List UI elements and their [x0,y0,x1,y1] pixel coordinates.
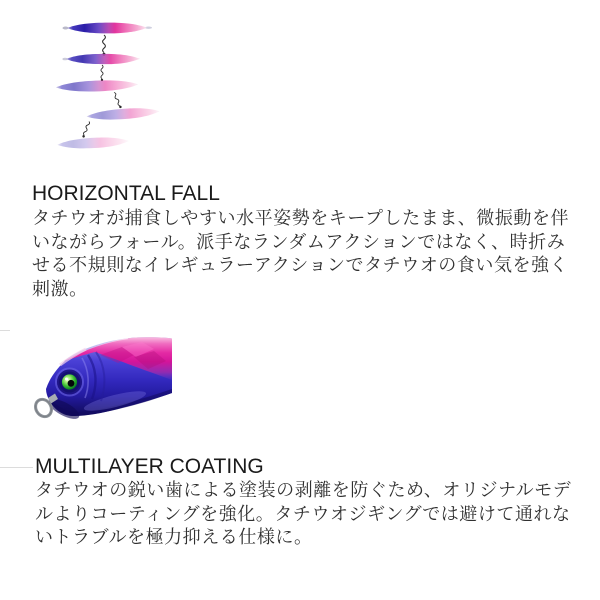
body-text-line: いトラブルを極力抑える仕様に。 [35,527,313,547]
falling-jig-sequence-diagram [0,0,250,170]
divider-fragment [0,467,33,468]
jig-eye [56,369,83,396]
divider-fragment [0,330,10,331]
body-text-line: タチウオが捕食しやすい水平姿勢をキープしたまま、微振動を伴 [32,208,570,228]
section-body-horizontal-fall [32,207,569,301]
jig-silhouette-2 [62,54,140,64]
fall-squiggle-1 [103,35,106,56]
body-text-line: いながらフォール。派手なランダムアクションではなく、時折み [32,231,566,252]
fall-squiggle-2 [101,65,103,81]
body-text-line: タチウオの鋭い歯による塗装の剥離を防ぐため、オリジナルモデ [35,480,572,500]
section-heading-horizontal-fall: HORIZONTAL FALL [32,182,220,205]
jig-head-close-up-photo [30,325,180,435]
body-text-line: せる不規則なイレギュラーアクションでタチウオの食い気を強く [32,255,569,275]
body-text-line: ルよりコーティングを強化。タチウオジギングでは避けて通れな [35,503,571,524]
jig-silhouette-1 [63,23,153,34]
jig-silhouette-4 [86,106,160,121]
jig-silhouette-5 [57,136,129,150]
jig-silhouette-3 [56,79,139,93]
section-body-multilayer-coating [35,479,571,550]
body-text-line: 刺激。 [32,278,88,299]
fall-squiggle-3 [113,92,122,109]
fall-squiggle-4 [82,121,90,138]
section-heading-multilayer-coating: MULTILAYER COATING [35,455,264,478]
